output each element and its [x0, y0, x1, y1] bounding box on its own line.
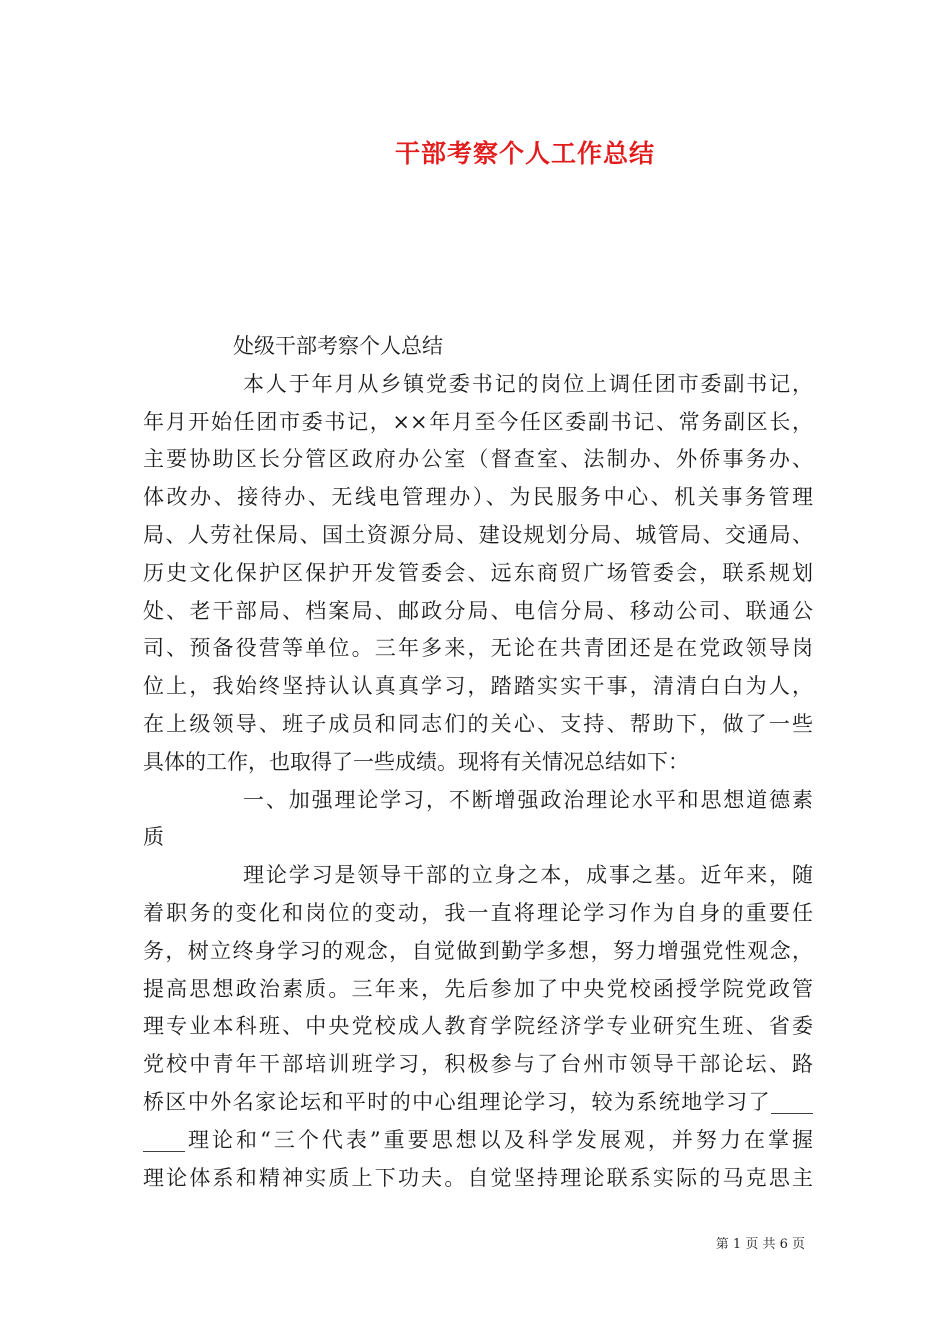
text-line: ____理论和“三个代表”重要思想以及科学发展观，并努力在掌握: [143, 1127, 813, 1152]
text-line: 理论体系和精神实质上下功夫。自觉坚持理论联系实际的马克思主: [143, 1165, 813, 1190]
text-line: 年月开始任团市委书记，××年月至今任区委副书记、常务副区长，: [143, 409, 813, 434]
text-line: 在上级领导、班子成员和同志们的关心、支持、帮助下，做了一些: [143, 711, 813, 736]
text-line: 体改办、接待办、无线电管理办）、为民服务中心、机关事务管理: [143, 485, 813, 510]
text-line: 具体的工作，也取得了一些成绩。现将有关情况总结如下：: [143, 749, 689, 774]
document-title: 干部考察个人工作总结: [394, 139, 655, 168]
text-line: 处级干部考察个人总结: [233, 334, 443, 358]
text-line: 历史文化保护区保护开发管委会、远东商贸广场管委会，联系规划: [143, 560, 813, 585]
text-line: 处、老干部局、档案局、邮政分局、电信分局、移动公司、联通公: [143, 598, 813, 623]
text-line: 党校中青年干部培训班学习，积极参与了台州市领导干部论坛、路: [143, 1052, 813, 1077]
text-line: 理专业本科班、中央党校成人教育学院经济学专业研究生班、省委: [143, 1014, 813, 1039]
section-heading: 一、加强理论学习，不断增强政治理论水平和思想道德素: [243, 787, 813, 812]
text-line: 主要协助区长分管区政府办公室（督查室、法制办、外侨事务办、: [143, 447, 813, 472]
section-heading-continued: 质: [143, 825, 164, 850]
text-line: 务，树立终身学习的观念，自觉做到勤学多想，努力增强党性观念，: [143, 938, 813, 963]
text-line: 司、预备役营等单位。三年多来，无论在共青团还是在党政领导岗: [143, 636, 813, 661]
page-number: 第 1 页 共 6 页: [715, 1237, 805, 1252]
document-body: [143, 328, 813, 1197]
text-line: 着职务的变化和岗位的变动，我一直将理论学习作为自身的重要任: [143, 900, 813, 925]
text-line: 本人于年月从乡镇党委书记的岗位上调任团市委副书记，: [243, 371, 813, 396]
text-line: 桥区中外名家论坛和平时的中心组理论学习，较为系统地学习了____: [143, 1089, 813, 1114]
text-line: 提高思想政治素质。三年来，先后参加了中央党校函授学院党政管: [143, 976, 813, 1001]
text-line: 局、人劳社保局、国土资源分局、建设规划分局、城管局、交通局、: [143, 522, 813, 547]
text-line: 位上，我始终坚持认认真真学习，踏踏实实干事，清清白白为人，: [143, 674, 813, 699]
text-line: 理论学习是领导干部的立身之本，成事之基。近年来，随: [243, 863, 813, 888]
